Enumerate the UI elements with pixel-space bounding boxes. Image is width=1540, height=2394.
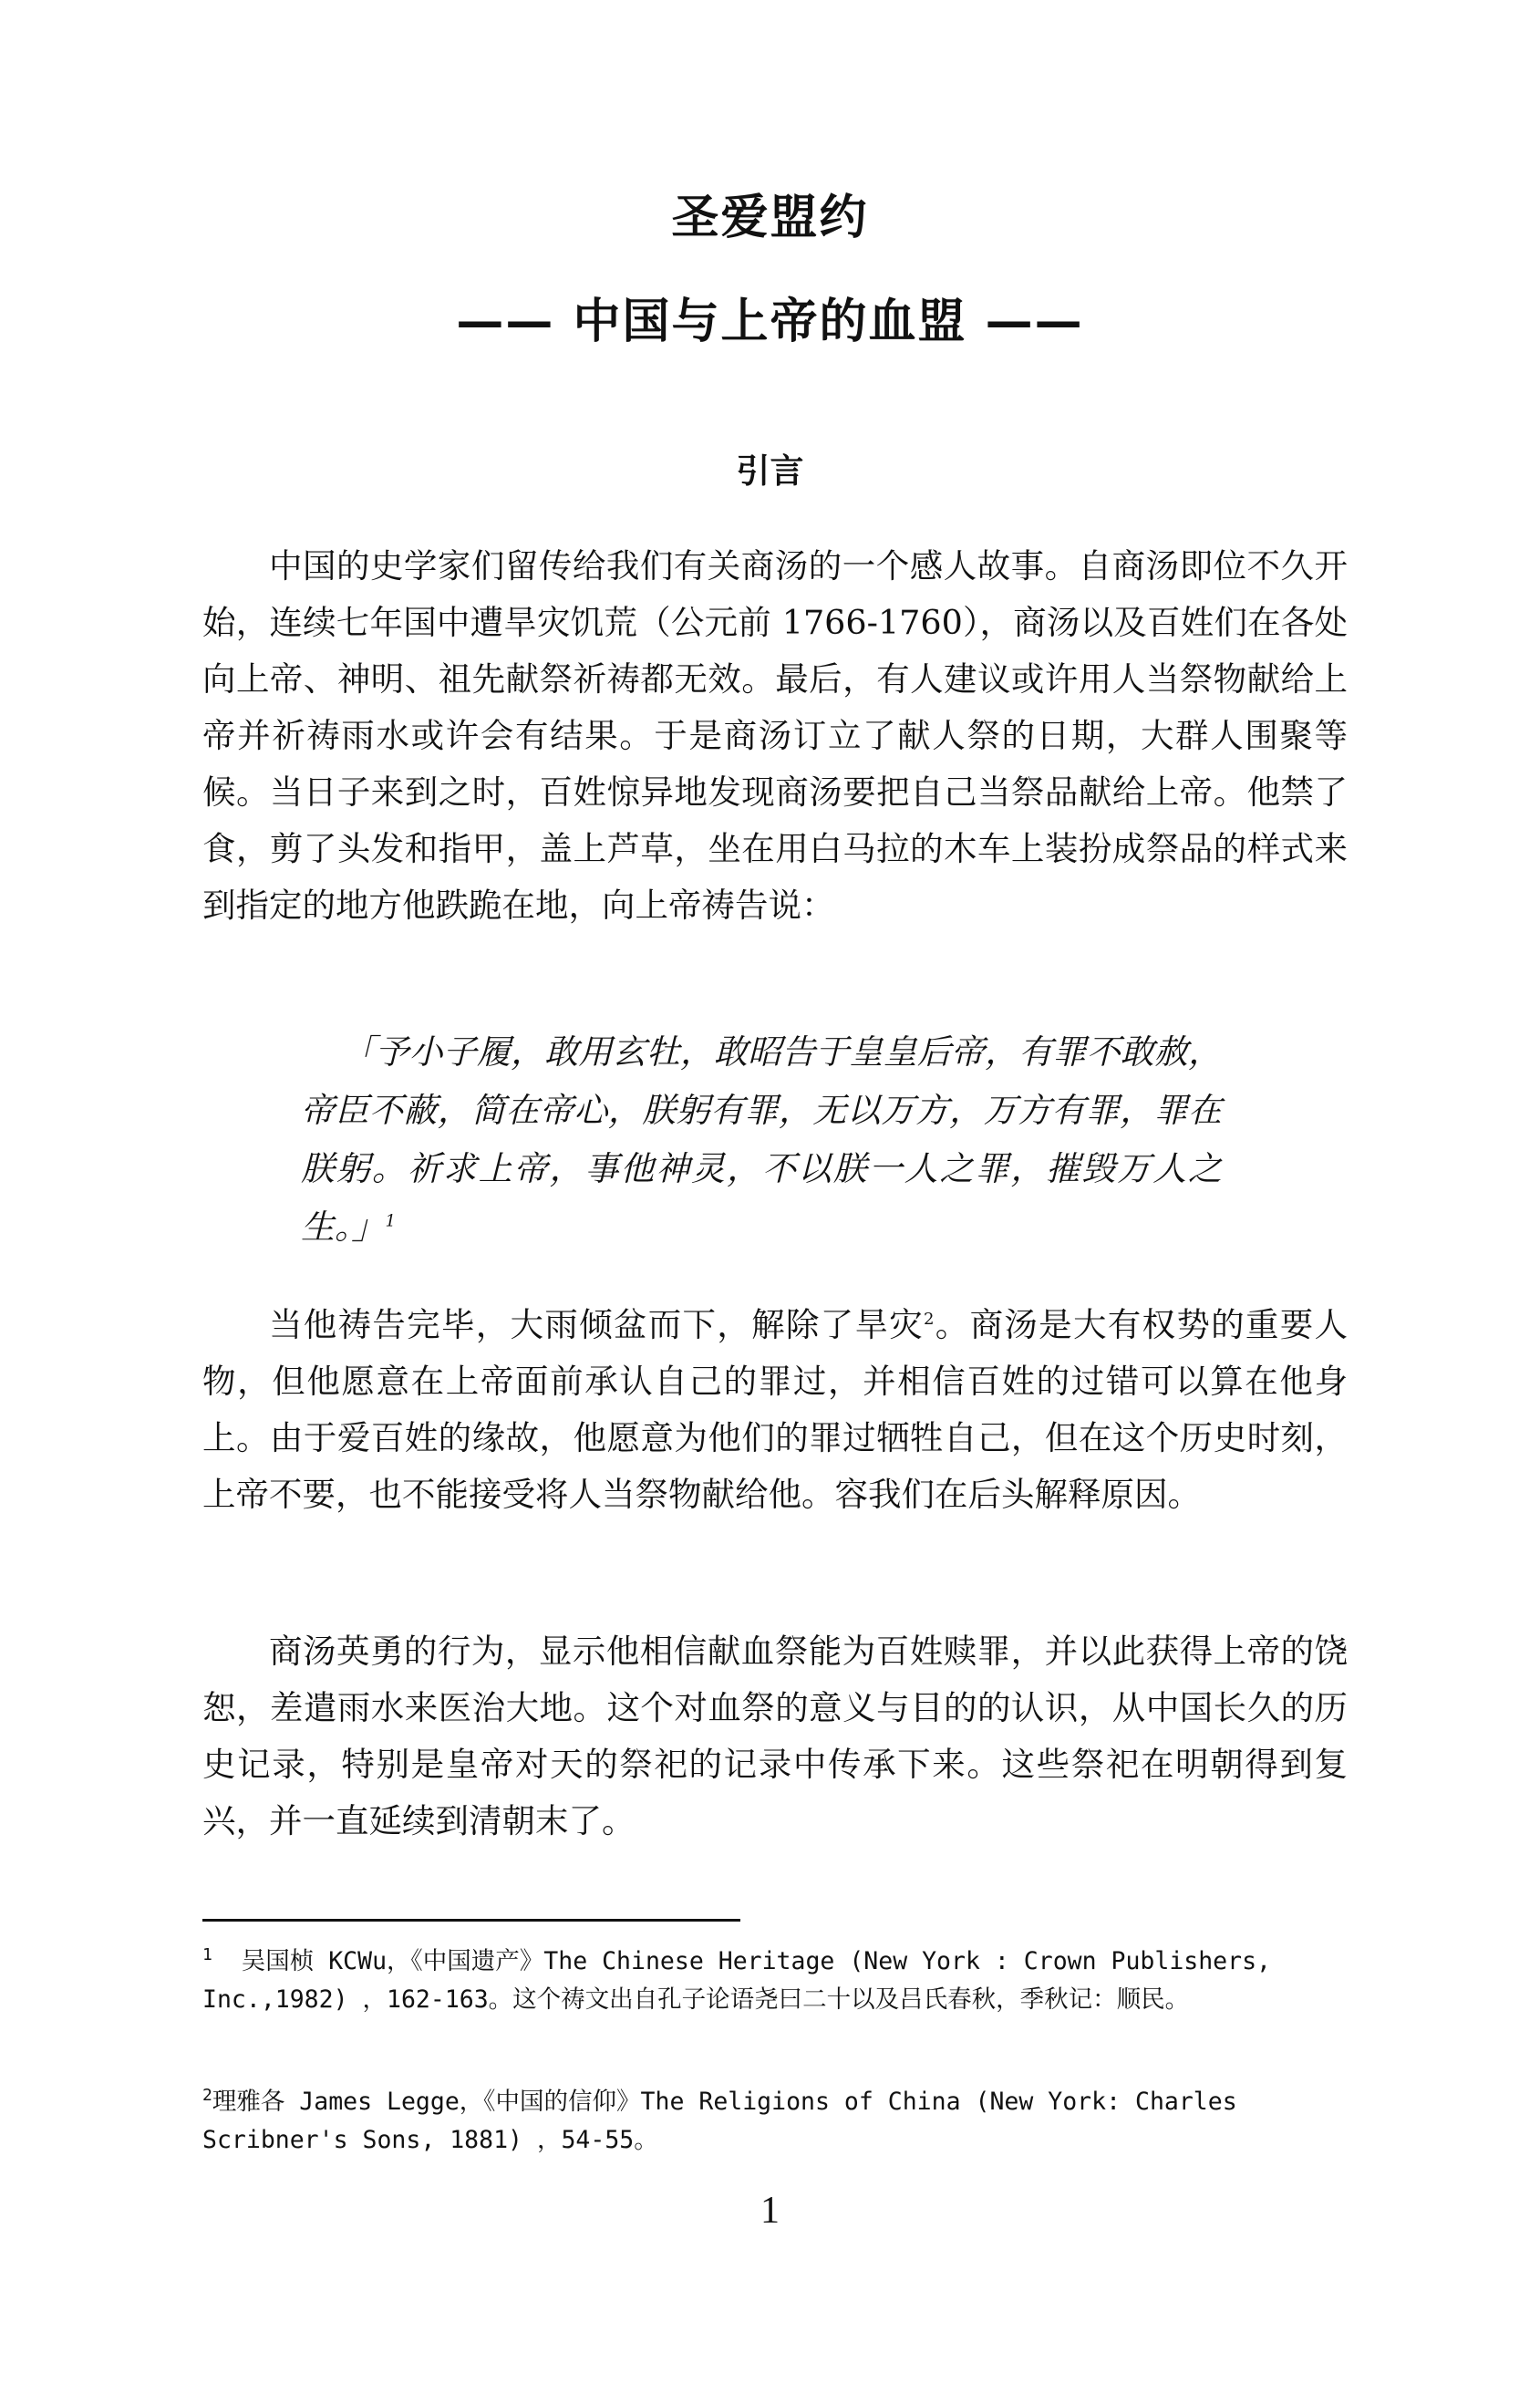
footnote-1	[202, 1943, 1360, 2019]
paragraph-2	[202, 1297, 1348, 1523]
footnote-ref-1[interactable]: 1	[385, 1211, 396, 1231]
paragraph-3: 商汤英勇的行为，显示他相信献血祭能为百姓赎罪，并以此获得上帝的饶恕，差遣雨水来医治大地。这个对血祭的意义与目的的认识，从中国长久的历史记录，特别是皇帝对天的祭祀的记录中传承下来。这些祭祀在明朝得到复兴，并一直延续到清朝末了。	[202, 1632, 1348, 1840]
footnote-ref-2[interactable]: 2	[924, 1309, 935, 1329]
section-heading: 引言	[736, 451, 804, 491]
footnote-divider	[202, 1919, 740, 1922]
footnote-2	[202, 2083, 1360, 2160]
page-subtitle: —— 中国与上帝的血盟 ——	[456, 295, 1084, 349]
page-title: 圣爱盟约	[671, 191, 869, 245]
prayer-quote	[301, 1023, 1222, 1257]
quote-text: 「予小子履，敢用玄牡，敢昭告于皇皇后帝，有罪不敢赦，帝臣不蔽，简在帝心，朕躬有罪，无以万方，万方有罪，罪在朕躬。祈求上帝，事他神灵，不以朕一人之罪，摧毁万人之生。」	[301, 1032, 1222, 1247]
page-number: 1	[760, 2190, 780, 2232]
paragraph-1: 中国的史学家们留传给我们有关商汤的一个感人故事。自商汤即位不久开始，连续七年国中遭旱灾饥荒（公元前 1766-1760），商汤以及百姓们在各处向上帝、神明、祖先献祭祈祷都无效。最后，有人建议或许用人当祭物献给上帝并祈祷雨水或许会有结果。于是商汤订立了献人祭的日期，大群人围聚等候。当日子来到之时，百姓惊异地发现商汤要把自己当祭品献给上帝。他禁了食，剪了头发和指甲，盖上芦草，坐在用白马拉的木车上装扮成祭品的样式来到指定的地方他跌跪在地，向上帝祷告说：	[202, 546, 1348, 925]
paragraph-2-part-b: 。商汤是大有权势的重要人物，但他愿意在上帝面前承认自己的罪过，并相信百姓的过错可以算在他身上。由于爱百姓的缘故，他愿意为他们的罪过牺牲自己，但在这个历史时刻，上帝不要，也不能接受将人当祭物献给他。容我们在后头解释原因。	[202, 1305, 1349, 1514]
paragraph-2-part-a: 当他祷告完毕，大雨倾盆而下，解除了旱灾	[269, 1305, 925, 1344]
footnote-2-mark: 2	[202, 2086, 212, 2106]
footnote-2-text: 理雅各 James Legge，《中国的信仰》The Religions of China (New York: Charles Scribner's Sons, 1881) ，54-55。	[202, 2088, 1237, 2154]
footnote-1-text: 吴国桢 KCWu，《中国遗产》The Chinese Heritage (New York : Crown Publishers, Inc.,1982) ，162-163。这个祷文出自孔子论语尧曰二十以及吕氏春秋，季秋记：顺民。	[202, 1947, 1272, 2014]
footnote-1-mark: 1	[202, 1945, 212, 1965]
